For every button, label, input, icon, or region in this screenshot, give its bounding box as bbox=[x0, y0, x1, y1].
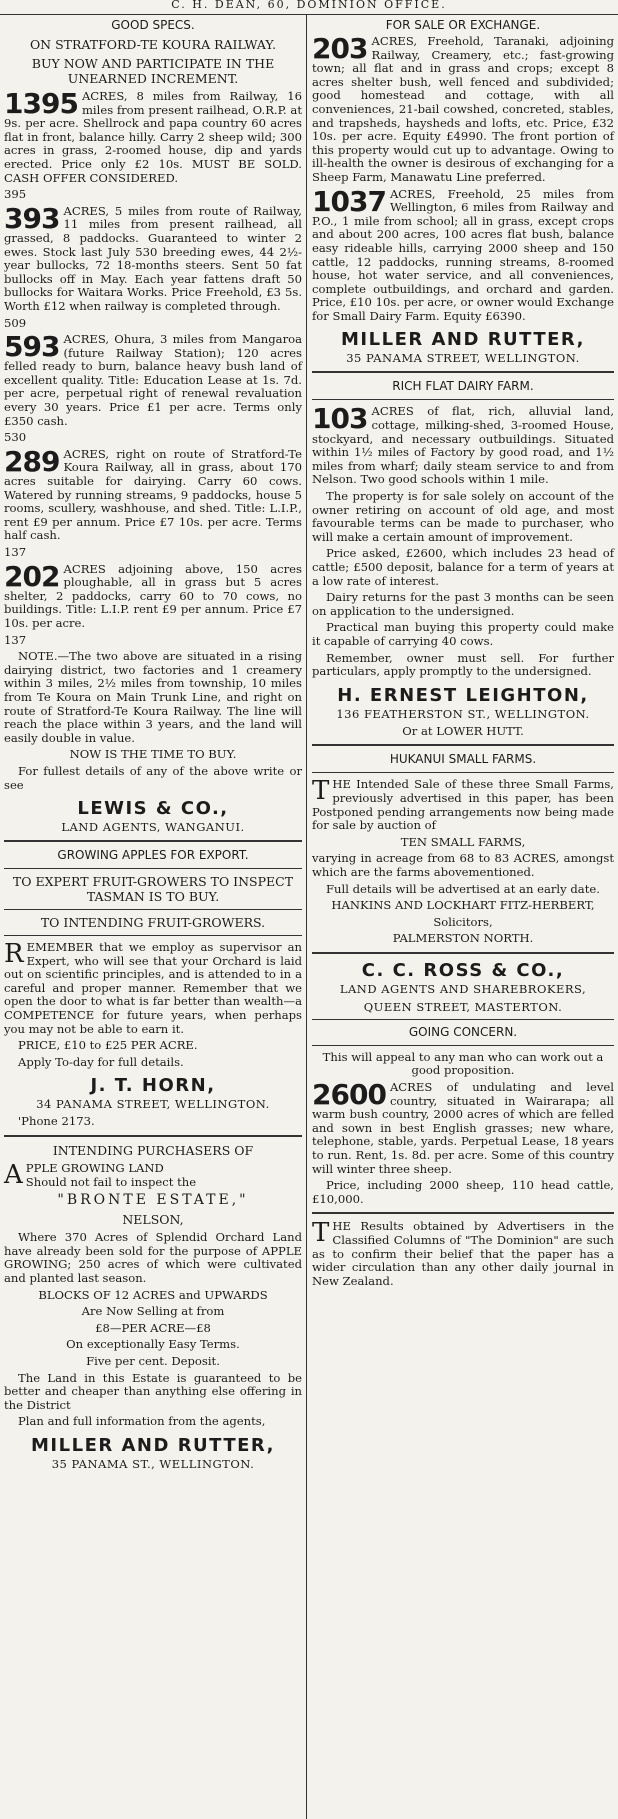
hukanui-full: Full details will be advertised at an early date. bbox=[326, 881, 600, 896]
listing-ref: 395 bbox=[4, 187, 27, 202]
listing-text: ACRES, Freehold, Taranaki, adjoining Railway, Creamery, etc.; fast-growing town; all flat and in grass and crops; except 8 acres shelter bush, well fenced and subdivided; good homestead and cottage, with all conveniences, 21-bail cowshed, concreted, stables, and trapsheds, haysheds and lofts, etc. Price, £32 10s. per acre. Equity £4990. The front portion of this property would cut up to advantage. Owing to ill-health the owner is desirous of exchanging for a Sheep Farm, Manawatu Line preferred. bbox=[312, 34, 614, 184]
dominion-notice bbox=[312, 1220, 614, 1288]
firm-name: MILLER AND RUTTER, bbox=[341, 329, 585, 351]
hukanui-ten: TEN SMALL FARMS, bbox=[400, 834, 526, 849]
divider bbox=[312, 399, 614, 400]
dominion-body: HE Results obtained by Advertisers in the Classified Columns of "The Dominion" are such as to confirm their belief that the paper has a wider circulation than any other daily journal in New Zealand. bbox=[312, 1219, 614, 1288]
ross-appeal: This will appeal to any man who can work out a good proposition. bbox=[322, 1049, 604, 1078]
divider bbox=[312, 1045, 614, 1046]
listing bbox=[312, 32, 614, 185]
note-paragraph: NOTE.—The two above are situated in a rising dairying district, two factories and 1 creamery within 3 miles, 2½ miles from township, 10 miles from Te Koura on Main Trunk Line, and right on route of Stratford-Te Koura Railway. The line will reach the place within 3 years, and the land will easily double in value. bbox=[4, 649, 302, 745]
firm-address: 34 PANAMA STREET, WELLINGTON. bbox=[36, 1097, 270, 1112]
dropcap: T bbox=[312, 776, 330, 807]
listing-acres: 593 bbox=[4, 330, 60, 364]
ross-title: GOING CONCERN. bbox=[408, 1024, 518, 1039]
listing-acres: 1037 bbox=[312, 184, 386, 218]
bronte-guarantee: The Land in this Estate is guaranteed to be better and cheaper than anything else offering in the District bbox=[4, 1370, 302, 1412]
listing-text: ACRES, right on route of Stratford-Te Koura Railway, all in grass, about 170 acres suitable for dairying. Carry 60 cows. Watered by running streams, 9 paddocks, house 5 rooms, scullery, washhouse, and shed. Title: L.I.P., rent £9 per annum. Price £7 10s. per acre. Terms half cash. bbox=[4, 446, 302, 543]
listing-acres: 289 bbox=[4, 444, 60, 478]
listing-ref: 137 bbox=[4, 545, 27, 559]
listing bbox=[312, 402, 614, 487]
firm-name: MILLER AND RUTTER, bbox=[31, 1434, 275, 1456]
dropcap: A bbox=[4, 1160, 23, 1191]
hukanui-title: HUKANUI SMALL FARMS. bbox=[389, 752, 537, 767]
apples-ad bbox=[4, 848, 302, 1129]
listing bbox=[4, 559, 302, 631]
fuller-details: For fullest details of any of the above write or see bbox=[4, 763, 302, 792]
firm-street: QUEEN STREET, MASTERTON. bbox=[363, 999, 563, 1014]
listing-ref: 509 bbox=[4, 315, 27, 330]
firm-address: 136 FEATHERSTON ST., WELLINGTON. bbox=[336, 706, 590, 721]
dairy-p5: Remember, owner must sell. For further particulars, apply promptly to the undersigned. bbox=[312, 650, 614, 679]
bronte-body: Where 370 Acres of Splendid Orchard Land have already been sold for the purpose of APPLE GROWING; 250 acres of which were cultivated and planted last season. bbox=[4, 1230, 302, 1285]
apples-title: GROWING APPLES FOR EXPORT. bbox=[57, 848, 249, 863]
bronte-selling: Are Now Selling at from bbox=[81, 1304, 225, 1319]
apples-apply: Apply To-day for full details. bbox=[18, 1054, 184, 1069]
divider bbox=[312, 952, 614, 954]
dairy-p3: Dairy returns for the past 3 months can be seen on application to the undersigned. bbox=[312, 590, 614, 618]
dairy-title: RICH FLAT DAIRY FARM. bbox=[392, 379, 534, 394]
dairy-p1: The property is for sale solely on account of the owner retiring on account of old age, and most favourable terms can be made to purchaser, who will make a certain amount of improvement. bbox=[312, 489, 614, 544]
divider bbox=[312, 1019, 614, 1020]
apples-price: PRICE, £10 to £25 PER ACRE. bbox=[18, 1038, 198, 1053]
firm-alt-location: Or at LOWER HUTT. bbox=[402, 723, 524, 738]
right-column bbox=[312, 16, 614, 1291]
listing-text: ACRES, 5 miles from route of Railway, 11 miles from present railhead, all grassed, 8 paddocks. Guaranteed to winter 2 ewes. Stock last July 530 breeding ewes, 44 2½-year bullocks, 72 18-months steers. Sent 50 fat bullocks off in May. Each year fattens draft 50 bullocks for Waitara Works. Price Freehold, £3 5s. Worth £12 when railway is completed through. bbox=[4, 203, 302, 313]
listing bbox=[4, 330, 302, 428]
hukanui-sign: HANKINS AND LOCKHART FITZ-HERBERT, bbox=[331, 898, 595, 913]
firm-address: 35 PANAMA ST., WELLINGTON. bbox=[51, 1456, 255, 1471]
bronte-line-a: PPLE GROWING LAND bbox=[25, 1161, 164, 1176]
hukanui-body2: varying in acreage from 68 to 83 ACRES, amongst which are the farms abovementioned. bbox=[312, 851, 614, 879]
hukanui-place: PALMERSTON NORTH. bbox=[392, 931, 534, 946]
firm-address: LAND AGENTS AND SHAREBROKERS, bbox=[339, 981, 587, 996]
firm-name: J. T. HORN, bbox=[90, 1075, 216, 1097]
listing-ref: 137 bbox=[4, 632, 27, 647]
masthead: C. H. DEAN, 60, DOMINION OFFICE. bbox=[0, 0, 618, 15]
dairy-p4: Practical man buying this property could make it capable of carrying 40 cows. bbox=[312, 620, 614, 648]
listing-acres: 393 bbox=[4, 201, 60, 235]
dairy-farm-ad bbox=[312, 379, 614, 738]
firm-address: 35 PANAMA STREET, WELLINGTON. bbox=[346, 351, 580, 366]
apples-line1: TO EXPERT FRUIT-GROWERS TO INSPECT TASMAN IS TO BUY. bbox=[12, 874, 294, 905]
listing-text: ACRES adjoining above, 150 acres ploughable, all in grass but 5 acres shelter, 2 paddocks, carry 60 to 70 cows, no buildings. Title: L.I.P. rent £9 per annum. Price £7 10s. per acre. bbox=[4, 561, 302, 630]
divider bbox=[4, 935, 302, 936]
firm-phone: 'Phone 2173. bbox=[18, 1114, 95, 1129]
ross-ad bbox=[312, 960, 614, 1207]
listing-acres: 202 bbox=[4, 559, 60, 593]
listing-text: ACRES of undulating and level country, situated in Wairarapa; all warm bush country, 2000 acres of which are felled and sown in best English grasses; new whare, telephone, stable, yards. Perpetual Lease, 18 years to run. Rent, 1s. 8d. per acre. Some of this country will winter three sheep. bbox=[312, 1080, 614, 1176]
listing-acres: 203 bbox=[312, 32, 368, 65]
listing-text: ACRES, Freehold, 25 miles from Wellington, 6 miles from Railway and P.O., 1 mile from school; all in grass, except crops and about 200 acres, 100 acres flat bush, balance easy rideable hills, carrying 2000 sheep and 150 cattle, 12 paddocks, running streams, 8-roomed house, hot water service, and all conveniences, complete outbuildings, and orchard and garden. Price, £10 10s. per acre, or owner would Exchange for Small Dairy Farm. Equity £6390. bbox=[312, 186, 614, 323]
listing-acres: 1395 bbox=[4, 87, 78, 120]
listing bbox=[4, 444, 302, 543]
listing-acres: 103 bbox=[312, 402, 368, 436]
apples-body-text: EMEMBER that we employ as supervisor an Expert, who will see that your Orchard is laid out on scientific principles, and is attended to in a careful and proper manner. Remember that we open the door to what is far better than wealth—a COMPETENCE for future years, when perhaps you may not be able to earn it. bbox=[4, 940, 302, 1036]
bronte-headline bbox=[4, 1162, 302, 1189]
divider bbox=[312, 772, 614, 773]
column-divider bbox=[306, 14, 307, 1819]
divider bbox=[312, 1212, 614, 1214]
firm-name: C. C. ROSS & CO., bbox=[361, 959, 565, 981]
bronte-blocks: BLOCKS OF 12 ACRES and UPWARDS bbox=[38, 1287, 268, 1302]
listing bbox=[4, 87, 303, 185]
listing-ref: 530 bbox=[4, 430, 27, 445]
firm-name: H. ERNEST LEIGHTON, bbox=[337, 684, 589, 706]
hukanui-ad bbox=[312, 752, 614, 946]
bronte-deposit: Five per cent. Deposit. bbox=[86, 1353, 220, 1368]
bronte-ad bbox=[4, 1143, 302, 1471]
divider bbox=[4, 840, 302, 842]
left-column bbox=[4, 16, 302, 1475]
dropcap: T bbox=[312, 1218, 330, 1249]
listing bbox=[312, 184, 614, 324]
divider bbox=[312, 371, 614, 373]
bronte-place: NELSON, bbox=[122, 1212, 184, 1228]
sale-title: FOR SALE OR EXCHANGE. bbox=[385, 18, 541, 32]
bronte-estate: "BRONTE ESTATE," bbox=[57, 1192, 249, 1209]
dominion-text bbox=[312, 1220, 614, 1288]
divider bbox=[312, 744, 614, 746]
listing bbox=[312, 1078, 614, 1176]
good-specs-ad bbox=[4, 18, 302, 834]
apples-body bbox=[4, 941, 302, 1036]
good-specs-subtitle: ON STRATFORD-TE KOURA RAILWAY. bbox=[29, 37, 277, 52]
dropcap: R bbox=[4, 939, 24, 970]
listing-text: ACRES, 8 miles from Railway, 16 miles from present railhead, O.R.P. at 9s. per acre. Shellrock and papa country 60 acres flat in front, balance hilly. Carry 2 sheep wild; 300 acres in grass, 2-roomed house, dip and yards erected. Price only £2 10s. MUST BE SOLD. CASH OFFER CONSIDERED. bbox=[4, 89, 303, 185]
sale-exchange-ad bbox=[312, 18, 614, 365]
hukanui-body-text: HE Intended Sale of these three Small Farms, previously advertised in this paper, has been Postponed pending arrangements now being made for sale by auction of bbox=[312, 777, 614, 833]
firm-address: LAND AGENTS, WANGANUI. bbox=[61, 820, 245, 835]
listing-text: ACRES, Ohura, 3 miles from Mangaroa (future Railway Station); 120 acres felled ready to burn, balance heavy bush land of excellent quality. Title: Education Lease at 1s. 7d. per acre, perpetual right of renewal revaluation every 30 years. Price £1 per acre. Terms only £350 cash. bbox=[4, 332, 302, 428]
bronte-line-b: Should not fail to inspect the bbox=[25, 1174, 197, 1189]
divider bbox=[4, 909, 302, 910]
apples-line2: TO INTENDING FRUIT-GROWERS. bbox=[40, 915, 266, 931]
divider bbox=[4, 1135, 302, 1137]
hukanui-solicitors: Solicitors, bbox=[433, 914, 493, 929]
bronte-terms: On exceptionally Easy Terms. bbox=[66, 1337, 240, 1352]
firm-name: LEWIS & CO., bbox=[77, 798, 229, 820]
good-specs-title: GOOD SPECS. bbox=[111, 18, 195, 32]
listing-acres: 2600 bbox=[312, 1078, 386, 1112]
listing-text: ACRES of flat, rich, alluvial land, cottage, milking-shed, 3-roomed House, stockyard, and necessary outbuildings. Situated within 1½ miles of Factory by good road, and 1½ miles from wharf; daily steam service to and from Nelson. Two good schools within 1 mile. bbox=[312, 404, 614, 487]
bronte-plan: Plan and full information from the agents, bbox=[18, 1414, 266, 1429]
now-line: NOW IS THE TIME TO BUY. bbox=[69, 747, 237, 762]
listing bbox=[4, 201, 302, 314]
hukanui-body bbox=[312, 778, 614, 832]
ross-price: Price, including 2000 sheep, 110 head cattle, £10,000. bbox=[312, 1178, 614, 1206]
good-specs-tagline: BUY NOW AND PARTICIPATE IN THE UNEARNED INCREMENT. bbox=[31, 56, 275, 86]
divider bbox=[4, 868, 302, 869]
bronte-price: £8—PER ACRE—£8 bbox=[95, 1320, 211, 1335]
dairy-p2: Price asked, £2600, which includes 23 head of cattle; £500 deposit, balance for a term of years at a low rate of interest. bbox=[312, 546, 614, 588]
bronte-intro: INTENDING PURCHASERS OF bbox=[52, 1143, 254, 1159]
